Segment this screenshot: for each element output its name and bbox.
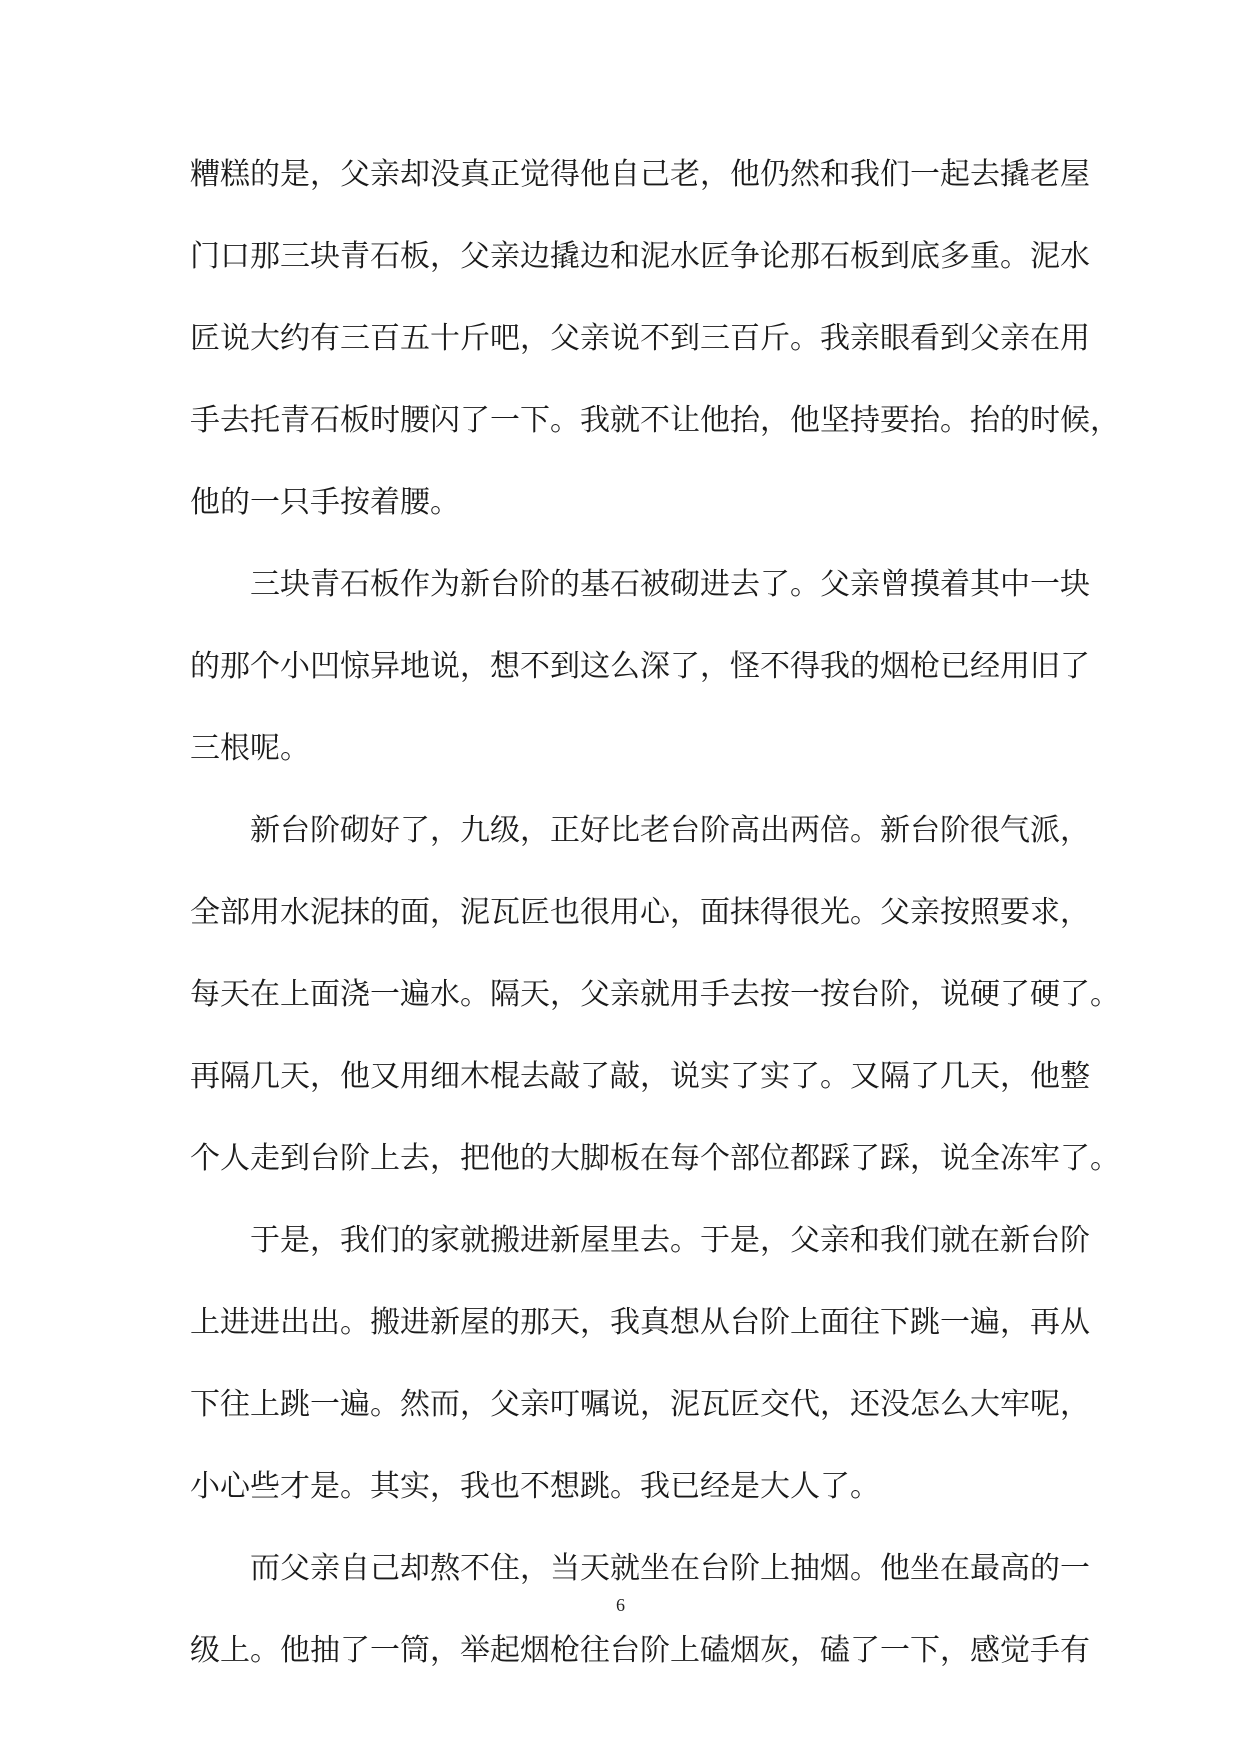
- text-line: 他的一只手按着腰。: [190, 485, 460, 520]
- text-line: 新台阶砌好了，九级，正好比老台阶高出两倍。新台阶很气派，: [250, 813, 1090, 848]
- text-line: 每天在上面浇一遍水。隔天，父亲就用手去按一按台阶，说硬了硬了。: [190, 977, 1120, 1012]
- text-line: 门口那三块青石板，父亲边撬边和泥水匠争论那石板到底多重。泥水: [190, 239, 1090, 274]
- paragraph: [190, 555, 1090, 801]
- paragraph: [190, 1211, 1090, 1539]
- text-line: 的那个小凹惊异地说，想不到这么深了，怪不得我的烟枪已经用旧了: [190, 649, 1090, 684]
- text-line: 个人走到台阶上去，把他的大脚板在每个部位都踩了踩，说全冻牢了。: [190, 1141, 1120, 1176]
- text-line: 全部用水泥抹的面，泥瓦匠也很用心，面抹得很光。父亲按照要求，: [190, 895, 1090, 930]
- text-line: 手去托青石板时腰闪了一下。我就不让他抬，他坚持要抬。抬的时候，: [190, 403, 1120, 438]
- body-text: [190, 145, 1120, 1703]
- text-line: 匠说大约有三百五十斤吧，父亲说不到三百斤。我亲眼看到父亲在用: [190, 321, 1090, 356]
- paragraph: [190, 145, 1120, 555]
- text-line: 上进进出出。搬进新屋的那天，我真想从台阶上面往下跳一遍，再从: [190, 1305, 1090, 1340]
- text-line: 再隔几天，他又用细木棍去敲了敲，说实了实了。又隔了几天，他整: [190, 1059, 1090, 1094]
- text-line: 糟糕的是，父亲却没真正觉得他自己老，他仍然和我们一起去撬老屋: [190, 157, 1090, 192]
- text-line: 小心些才是。其实，我也不想跳。我已经是大人了。: [190, 1469, 880, 1504]
- paragraph: [190, 1539, 1090, 1703]
- text-line: 级上。他抽了一筒，举起烟枪往台阶上磕烟灰，磕了一下，感觉手有: [190, 1633, 1090, 1668]
- paragraph: [190, 801, 1120, 1211]
- text-line: 于是，我们的家就搬进新屋里去。于是，父亲和我们就在新台阶: [250, 1223, 1090, 1258]
- text-line: 而父亲自己却熬不住，当天就坐在台阶上抽烟。他坐在最高的一: [250, 1551, 1090, 1586]
- text-line: 下往上跳一遍。然而，父亲叮嘱说，泥瓦匠交代，还没怎么大牢呢，: [190, 1387, 1090, 1422]
- text-line: 三块青石板作为新台阶的基石被砌进去了。父亲曾摸着其中一块: [250, 567, 1090, 602]
- text-line: 三根呢。: [190, 731, 310, 766]
- page-number: 6: [616, 1595, 625, 1615]
